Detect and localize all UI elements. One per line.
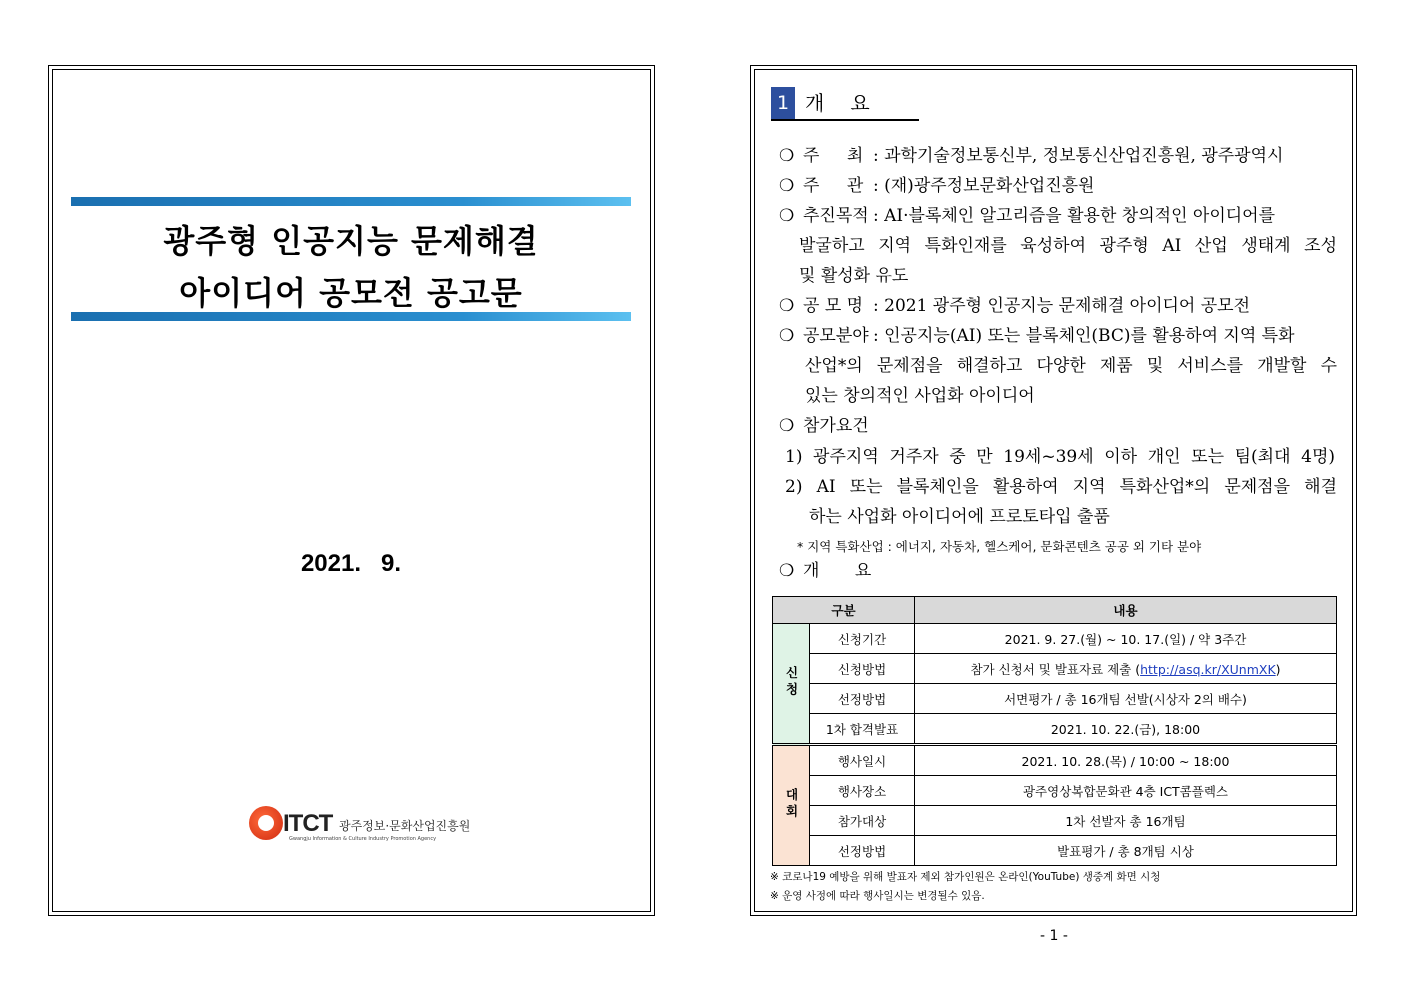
cover-inner-border	[52, 69, 651, 912]
table-value: 광주영상복합문화관 4층 ICT콤플렉스	[915, 776, 1337, 806]
table-row	[773, 714, 1337, 745]
item-purpose-cont1: 발굴하고 지역 특화인재를 육성하여 광주형 AI 산업 생태계 조성	[799, 236, 1337, 256]
application-link[interactable]: http://asq.kr/XUnmXK	[1140, 661, 1276, 677]
item-contest-name: ❍ 공 모 명 : 2021 광주형 인공지능 문제해결 아이디어 공모전	[779, 296, 1251, 316]
schedule-table	[772, 596, 1337, 866]
gitct-logo	[249, 806, 469, 846]
table-value: 2021. 10. 28.(목) / 10:00 ~ 18:00	[915, 745, 1337, 776]
globe-g-icon	[249, 806, 283, 840]
item-purpose: ❍ 추진목적 : AI·블록체인 알고리즘을 활용한 창의적인 아이디어를	[779, 206, 1276, 226]
table-value: 2021. 10. 22.(금), 18:00	[915, 714, 1337, 745]
table-key: 신청기간	[810, 624, 915, 654]
item-host: ❍ 주 최 : 과학기술정보통신부, 정보통신산업진흥원, 광주광역시	[779, 146, 1284, 166]
table-key: 행사장소	[810, 776, 915, 806]
note-covid: ※ 코로나19 예방을 위해 발표자 제외 참가인원은 온라인(YouTube) 생중계 화면 시청	[770, 871, 1161, 883]
item-field: ❍ 공모분야 : 인공지능(AI) 또는 블록체인(BC)를 활용하여 지역 특화	[779, 326, 1295, 346]
item-organizer: ❍ 주 관 : (재)광주정보문화산업진흥원	[779, 176, 1095, 196]
table-row	[773, 836, 1337, 866]
table-row	[773, 806, 1337, 836]
table-row	[773, 624, 1337, 654]
item-requirements: ❍ 참가요건	[779, 416, 869, 436]
item-field-cont1: 산업*의 문제점을 해결하고 다양한 제품 및 서비스를 개발할 수	[805, 356, 1337, 376]
group-competition: 대회	[773, 745, 810, 866]
table-value: 참가 신청서 및 발표자료 제출 (http://asq.kr/XUnmXK)	[915, 654, 1337, 684]
logo-org-name-en: Gwangju Information & Culture Industry Promotion Agency	[289, 836, 437, 842]
table-row	[773, 745, 1337, 776]
cover-title-line2: 아이디어 공모전 공고문	[179, 274, 523, 312]
page-number: - 1 -	[1040, 928, 1068, 944]
requirement-2-cont: 하는 사업화 아이디어에 프로토타입 출품	[809, 507, 1110, 527]
logo-org-name: 광주정보·문화산업진흥원	[339, 819, 471, 833]
content-page	[750, 65, 1357, 916]
table-row	[773, 776, 1337, 806]
section-number: 1	[771, 87, 795, 119]
table-header-category: 구분	[773, 597, 915, 624]
table-key: 참가대상	[810, 806, 915, 836]
table-row	[773, 654, 1337, 684]
item-field-cont2: 있는 창의적인 사업화 아이디어	[805, 386, 1035, 406]
cover-page	[48, 65, 655, 916]
table-value: 2021. 9. 27.(월) ~ 10. 17.(일) / 약 3주간	[915, 624, 1337, 654]
table-key: 선정방법	[810, 836, 915, 866]
item-purpose-cont2: 및 활성화 유도	[799, 266, 909, 286]
table-row	[773, 684, 1337, 714]
table-header-content: 내용	[915, 597, 1337, 624]
section-heading	[771, 87, 919, 121]
table-value: 발표평가 / 총 8개팀 시상	[915, 836, 1337, 866]
cover-title-line1: 광주형 인공지능 문제해결	[163, 222, 539, 260]
item-overview: ❍ 개 요	[779, 561, 872, 581]
title-bar-bottom	[71, 312, 631, 321]
table-key: 행사일시	[810, 745, 915, 776]
note-schedule-change: ※ 운영 사정에 따라 행사일시는 변경될수 있음.	[770, 890, 985, 902]
table-value: 서면평가 / 총 16개팀 선발(시상자 2의 배수)	[915, 684, 1337, 714]
table-key: 1차 합격발표	[810, 714, 915, 745]
title-bar-top	[71, 197, 631, 206]
logo-mark-text: ITCT	[283, 810, 333, 837]
table-value: 1차 선발자 총 16개팀	[915, 806, 1337, 836]
table-header-row	[773, 597, 1337, 624]
section-title: 개요	[805, 91, 896, 115]
requirement-1: 1) 광주지역 거주자 중 만 19세~39세 이하 개인 또는 팀(최대 4명)	[785, 447, 1335, 467]
group-application: 신청	[773, 624, 810, 745]
table-key: 선정방법	[810, 684, 915, 714]
requirement-2: 2) AI 또는 블록체인을 활용하여 지역 특화산업*의 문제점을 해결	[785, 477, 1337, 497]
industry-footnote: * 지역 특화산업 : 에너지, 자동차, 헬스케어, 문화콘텐츠 공공 외 기타 분야	[797, 539, 1202, 554]
cover-date: 2021. 9.	[300, 550, 402, 577]
table-key: 신청방법	[810, 654, 915, 684]
